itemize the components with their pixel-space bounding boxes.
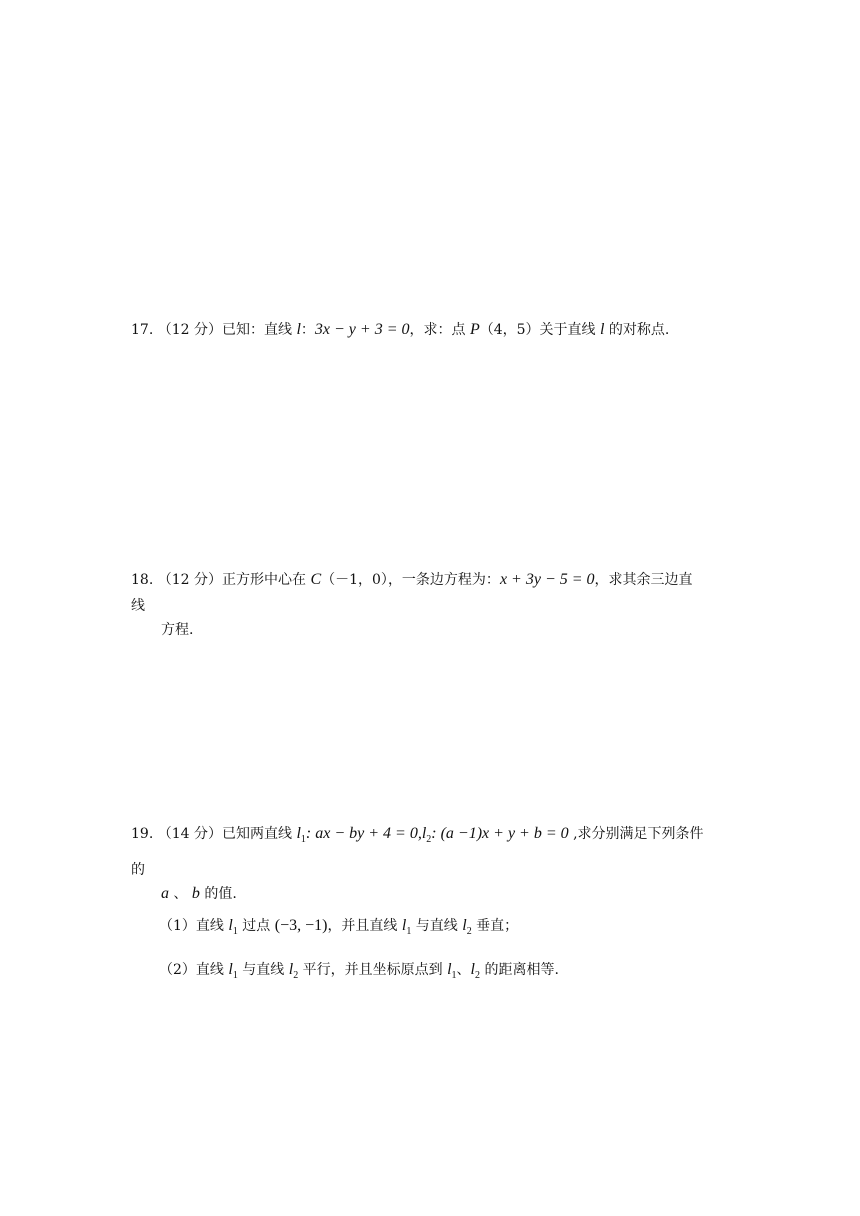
line-l1: [401, 917, 412, 937]
line-symbol: l: [296, 321, 301, 338]
point-coords: （－1，0）: [321, 572, 388, 588]
problem-text: ，求其余三边直: [594, 572, 693, 588]
line-symbol: l: [421, 825, 427, 842]
problem-number: 18.: [131, 572, 154, 588]
equation: 3x − y + 3 = 0: [314, 321, 410, 338]
point-symbol: P: [469, 321, 480, 338]
subscript: 2: [426, 834, 432, 845]
sub-item-label: （2）: [159, 962, 196, 978]
problem-text: 关于直线: [539, 322, 600, 338]
subscript: 1: [300, 834, 306, 845]
problem-18: [131, 570, 693, 590]
line-l2: [462, 917, 472, 937]
equation: : ax − by + 4 = 0,: [305, 825, 422, 842]
problem-text: 直线: [195, 962, 229, 978]
problem-text: 与直线: [411, 918, 463, 934]
line-symbol: l: [462, 917, 467, 934]
subscript: 1: [232, 926, 238, 937]
point-symbol: C: [310, 571, 322, 588]
problem-text: 平行，并且坐标原点到: [298, 962, 448, 978]
problem-text: 直线: [195, 918, 229, 934]
line-l1: [447, 961, 457, 981]
problem-text: 垂直；: [471, 918, 519, 934]
problem-text: 的距离相等.: [480, 962, 559, 978]
problem-17: [131, 320, 669, 340]
equation: : (a −1)x + y + b = 0: [431, 825, 569, 842]
problem-19-line3: [161, 884, 237, 904]
problem-text: ，求：点: [409, 322, 470, 338]
equation: x + 3y − 5 = 0: [499, 571, 595, 588]
problem-18-line3: 方程.: [161, 622, 194, 638]
point-coords: （4，5）: [479, 322, 540, 338]
line-symbol: l: [228, 961, 233, 978]
line-symbol: l: [447, 961, 452, 978]
problem-text: 已知两直线: [221, 826, 297, 842]
problem-number: 19.: [131, 826, 154, 842]
line-symbol: l: [470, 961, 475, 978]
sub-item-2: [159, 960, 559, 986]
line-l2: [470, 961, 480, 981]
problem-text: 正方形中心在: [221, 572, 311, 588]
line-symbol: l: [228, 917, 233, 934]
problem-text: ，一条边方程为：: [387, 572, 500, 588]
problem-points: （14 分）: [157, 826, 222, 842]
point-coords: (−3, −1): [274, 917, 328, 934]
line-symbol: l: [401, 917, 407, 934]
problem-points: （12 分）: [157, 572, 222, 588]
problem-18-wrap: 线: [131, 598, 145, 614]
subscript: 1: [406, 926, 412, 937]
problem-text: ：: [300, 322, 315, 338]
subscript: 1: [451, 970, 457, 981]
problem-19-wrap: 的: [131, 862, 145, 878]
problem-text: 过点: [237, 918, 275, 934]
problem-number: 17.: [131, 322, 154, 338]
line-l2: [288, 961, 299, 981]
line-l2: [421, 825, 432, 845]
problem-text: ，并且直线: [327, 918, 402, 934]
problem-text: 与直线: [237, 962, 289, 978]
problem-text: 的对称点.: [604, 322, 670, 338]
problem-text: ,求分别满足下列条件: [568, 826, 704, 842]
problem-text: 的值.: [199, 886, 237, 902]
subscript: 1: [232, 970, 238, 981]
line-l1: [296, 825, 306, 845]
line-symbol: l: [600, 321, 605, 338]
problem-text: 已知：直线: [221, 322, 297, 338]
separator: 、: [169, 886, 188, 902]
sub-item-label: （1）: [159, 918, 196, 934]
subscript: 2: [293, 970, 299, 981]
line-l1: [228, 917, 238, 937]
line-symbol: l: [296, 825, 301, 842]
problem-19: [131, 824, 704, 850]
var-a: a: [161, 885, 169, 902]
var-b: b: [191, 885, 200, 902]
line-symbol: l: [288, 961, 294, 978]
line-l1: [228, 961, 238, 981]
sub-item-1: [159, 916, 518, 942]
subscript: 2: [466, 926, 472, 937]
problem-points: （12 分）: [157, 322, 222, 338]
separator: 、: [456, 962, 471, 978]
subscript: 2: [475, 970, 480, 981]
